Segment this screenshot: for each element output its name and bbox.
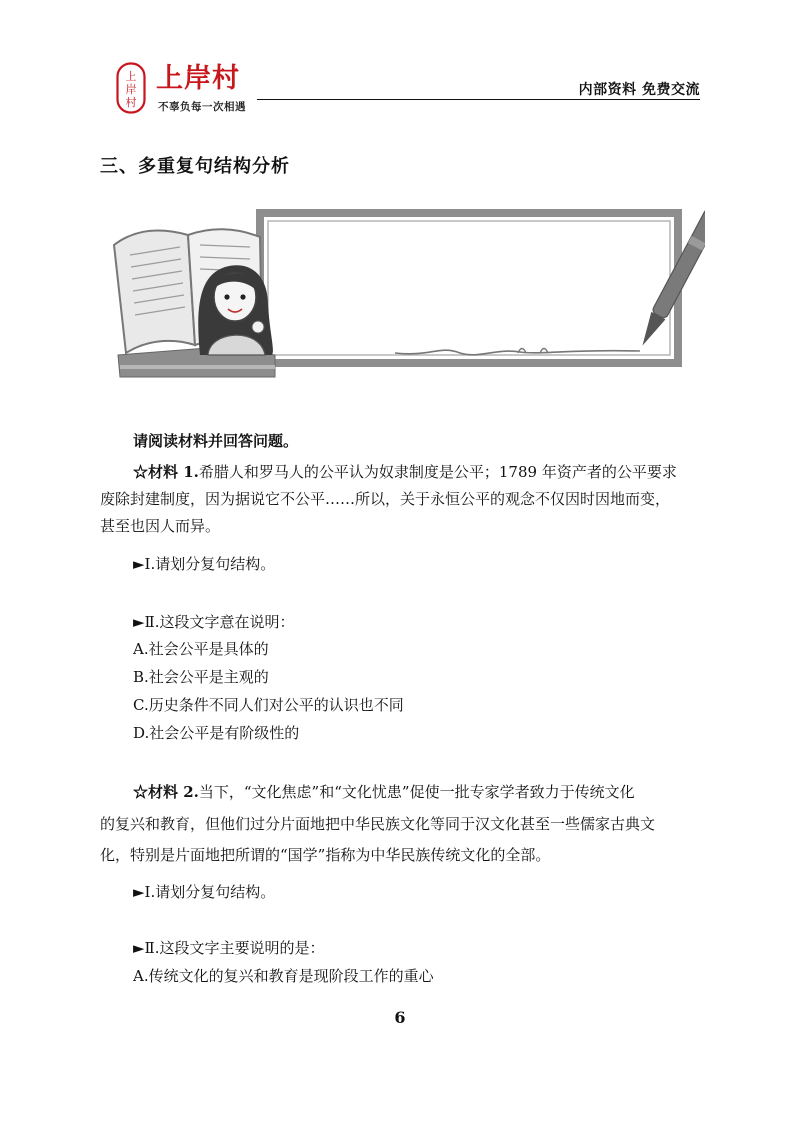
- section-title: 三、多重复句结构分析: [100, 156, 290, 177]
- material1-option-c: C.历史条件不同人们对公平的认识也不同: [133, 696, 404, 714]
- material1-label: ☆材料 1.: [133, 463, 199, 481]
- book-girl-pen-illustration: [100, 205, 705, 383]
- brand-name: 上岸村: [156, 63, 240, 94]
- material2-option-a: A.传统文化的复兴和教育是现阶段工作的重心: [133, 967, 434, 985]
- material1-line3: 甚至也因人而异。: [100, 517, 221, 535]
- material2-question1: ►Ⅰ.请划分复句结构。: [133, 883, 276, 901]
- svg-text:上: 上: [125, 70, 137, 83]
- material1-option-a: A.社会公平是具体的: [133, 640, 269, 658]
- material1-option-d: D.社会公平是有阶级性的: [133, 724, 300, 742]
- page-number: 6: [394, 1008, 406, 1027]
- material2-label: ☆材料 2.: [133, 783, 199, 801]
- material2-line2: 的复兴和教育，但他们过分片面地把中华民族文化等同于汉文化甚至一些儒家古典文: [100, 815, 656, 833]
- svg-text:岸: 岸: [125, 83, 137, 96]
- svg-text:村: 村: [125, 96, 137, 109]
- material2-question2: ►Ⅱ.这段文字主要说明的是：: [133, 939, 325, 957]
- material2-line1-text: 当下，“文化焦虑”和“文化忧患”促使一批专家学者致力于传统文化: [198, 783, 635, 801]
- logo-seal-icon: [116, 62, 146, 114]
- material1-question1: ►Ⅰ.请划分复句结构。: [133, 555, 276, 573]
- instruction-text: 请阅读材料并回答问题。: [133, 432, 299, 450]
- material1-line2: 废除封建制度，因为据说它不公平……所以，关于永恒公平的观念不仅因时因地而变，: [100, 490, 671, 508]
- material1-question2: ►Ⅱ.这段文字意在说明：: [133, 613, 295, 631]
- material2-line3: 化，特别是片面地把所谓的“国学”指称为中华民族传统文化的全部。: [100, 846, 551, 864]
- material2-line1: [133, 782, 733, 802]
- brand-slogan: 不辜负每一次相遇: [158, 101, 246, 113]
- header-divider: [257, 99, 700, 100]
- material1-line1-text: 希腊人和罗马人的公平认为奴隶制度是公平；1789 年资产者的公平要求: [198, 463, 677, 481]
- material1-option-b: B.社会公平是主观的: [133, 668, 269, 686]
- header-right-text: 内部资料 免费交流: [578, 82, 700, 98]
- material1-line1: [133, 462, 733, 482]
